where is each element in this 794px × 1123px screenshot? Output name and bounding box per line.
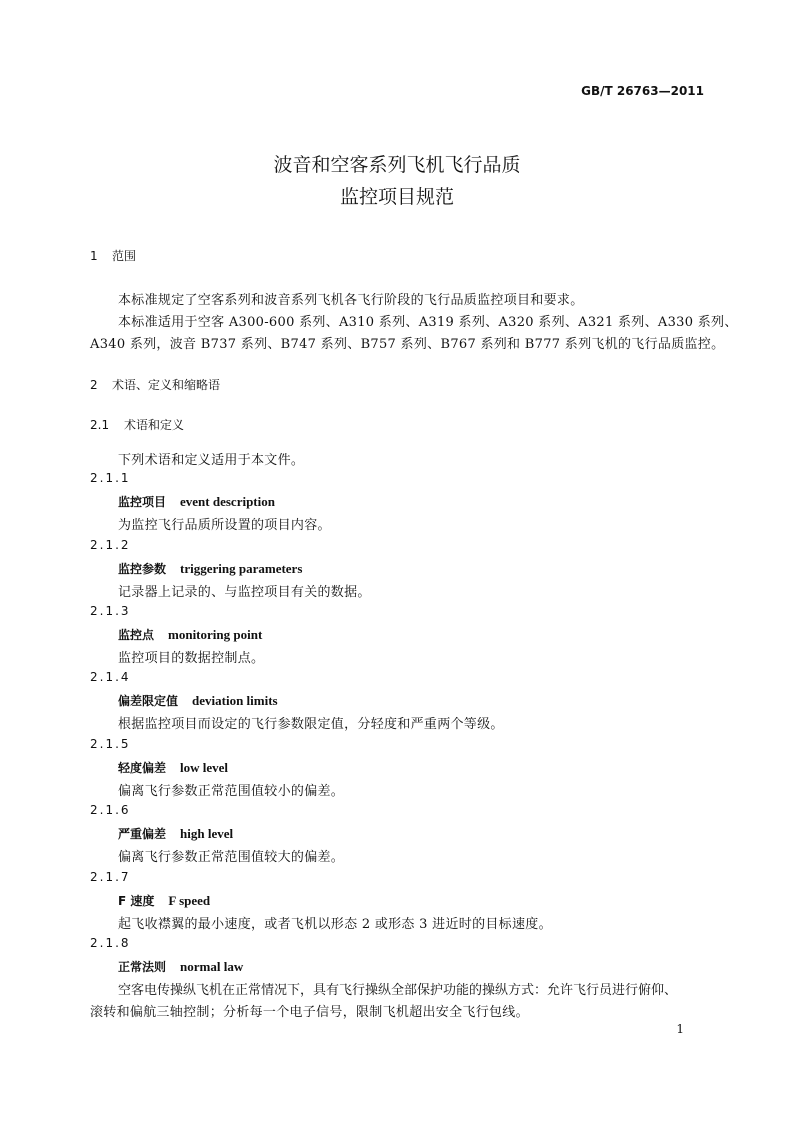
section-2-1-heading [90, 416, 184, 433]
term-chinese: F 速度 [118, 894, 155, 908]
term-english: high level [180, 826, 234, 841]
term-chinese: 偏差限定值 [118, 694, 179, 708]
term-chinese: 轻度偏差 [118, 761, 167, 775]
term-definition: 记录器上记录的、与监控项目有关的数据。 [118, 585, 371, 600]
term-english: F speed [168, 893, 211, 908]
term-number: 2.1.8 [90, 936, 131, 950]
term-title [118, 692, 278, 709]
section-number: 2.1 [90, 418, 110, 432]
term-english: event description [180, 494, 275, 509]
term-english: monitoring point [168, 627, 263, 642]
term-english: low level [180, 760, 229, 775]
term-definition: 根据监控项目而设定的飞行参数限定值，分轻度和严重两个等级。 [118, 717, 504, 732]
term-title [118, 493, 275, 510]
scope-paragraph-2-cont: A340 系列，波音 B737 系列、B747 系列、B757 系列、B767 系列和 B777 系列飞机的飞行品质监控。 [90, 337, 725, 352]
term-chinese: 监控参数 [118, 562, 167, 576]
section-number: 2 [90, 378, 98, 392]
term-definition-cont: 滚转和偏航三轴控制；分析每一个电子信号，限制飞机超出安全飞行包线。 [90, 1005, 529, 1020]
document-code: GB/T 26763—2011 [581, 84, 704, 98]
term-number: 2.1.2 [90, 538, 131, 552]
section-title: 术语、定义和缩略语 [112, 378, 221, 392]
term-title [118, 560, 302, 577]
term-chinese: 正常法则 [118, 960, 167, 974]
section-title: 范围 [112, 249, 137, 263]
term-english: normal law [180, 959, 244, 974]
page-title-line1: 波音和空客系列飞机飞行品质 [273, 154, 521, 176]
term-title [118, 892, 210, 909]
term-english: triggering parameters [180, 561, 303, 576]
term-definition: 监控项目的数据控制点。 [118, 651, 265, 666]
term-title [118, 626, 262, 643]
term-definition: 偏离飞行参数正常范围值较大的偏差。 [118, 850, 345, 865]
term-definition: 为监控飞行品质所设置的项目内容。 [118, 518, 331, 533]
scope-paragraph-1: 本标准规定了空客系列和波音系列飞机各飞行阶段的飞行品质监控项目和要求。 [118, 293, 584, 308]
scope-paragraph-2: 本标准适用于空客 A300-600 系列、A310 系列、A319 系列、A320 系列、A321 系列、A330 系列、 [118, 315, 738, 330]
term-number: 2.1.4 [90, 670, 131, 684]
page-title-line2: 监控项目规范 [339, 186, 454, 208]
term-title [118, 759, 228, 776]
term-chinese: 严重偏差 [118, 827, 167, 841]
term-definition: 空客电传操纵飞机在正常情况下，具有飞行操纵全部保护功能的操纵方式：允许飞行员进行俯仰、 [118, 983, 678, 998]
term-definition: 偏离飞行参数正常范围值较小的偏差。 [118, 784, 345, 799]
term-number: 2.1.7 [90, 870, 131, 884]
term-number: 2.1.1 [90, 471, 131, 485]
section-1-heading [90, 247, 136, 264]
term-number: 2.1.6 [90, 803, 131, 817]
term-number: 2.1.5 [90, 737, 131, 751]
section-title: 术语和定义 [124, 418, 185, 432]
term-chinese: 监控项目 [118, 495, 167, 509]
term-chinese: 监控点 [118, 628, 155, 642]
section-number: 1 [90, 249, 98, 263]
term-english: deviation limits [192, 693, 278, 708]
page-number: 1 [676, 1022, 684, 1036]
term-title [118, 958, 243, 975]
term-title [118, 825, 233, 842]
term-number: 2.1.3 [90, 604, 131, 618]
terms-intro: 下列术语和定义适用于本文件。 [118, 453, 305, 468]
term-definition: 起飞收襟翼的最小速度，或者飞机以形态 2 或形态 3 进近时的目标速度。 [118, 917, 552, 932]
section-2-heading [90, 376, 220, 393]
